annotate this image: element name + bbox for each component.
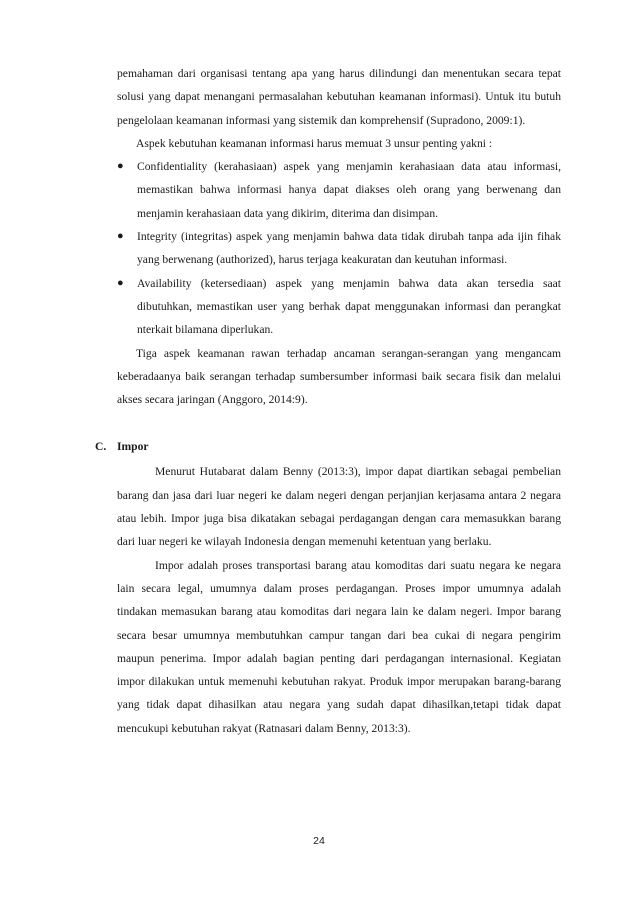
- list-item: [117, 155, 561, 225]
- section-paragraph-1: Menurut Hutabarat dalam Benny (2013:3), impor dapat diartikan sebagai pembelian barang dan jasa dari luar negeri ke dalam negeri dengan perjanjian kerjasama antara 2 negara atau lebih. Impor juga bisa dikatakan sebagai perdagangan dengan cara memasukkan barang dari luar negeri ke wilayah Indonesia dengan memenuhi ketentuan yang berlaku.: [117, 465, 561, 549]
- list-item-text: Confidentiality (kerahasiaan) aspek yang menjamin kerahasiaan data atau informasi, memastikan bahwa informasi hanya dapat diakses oleh orang yang berwenang dan menjamin kerahasiaan data yang dikirim, diterima dan disimpan.: [137, 160, 561, 220]
- section-letter: C.: [95, 440, 107, 454]
- page-number: 24: [313, 835, 325, 847]
- list-item-text: Availability (ketersediaan) aspek yang menjamin bahwa data akan tersedia saat dibutuhkan, memastikan user yang berhak dapat menggunakan informasi dan perangkat nterkait bilamana diperlukan.: [137, 276, 561, 337]
- list-item: [117, 225, 561, 272]
- page-content: [95, 62, 561, 740]
- list-item: [117, 272, 561, 342]
- intro-paragraph-2: Aspek kebutuhan keamanan informasi harus memuat 3 unsur penting yakni :: [136, 136, 493, 150]
- bullet-icon: ●: [117, 230, 124, 243]
- intro-paragraph-3: Tiga aspek keamanan rawan terhadap ancaman serangan-serangan yang mengancam keberadaanya baik serangan terhadap sumbersumber informasi baik secara fisik dan melalui akses secara jaringan (Anggoro, 2014:9).: [117, 346, 561, 407]
- security-aspects-list: [117, 155, 561, 341]
- intro-paragraph-1: pemahaman dari organisasi tentang apa yang harus dilindungi dan menentukan secara tepat solusi yang dapat menangani permasalahan kebutuhan keamanan informasi). Untuk itu butuh pengelolaan keamanan informasi yang sistemik dan komprehensif (Supradono, 2009:1).: [117, 67, 561, 127]
- bullet-icon: ●: [117, 276, 124, 289]
- bullet-icon: ●: [117, 160, 124, 173]
- list-item-text: Integrity (integritas) aspek yang menjamin bahwa data tidak dirubah tanpa ada ijin fihak yang berwenang (authorized), harus terjaga keakuratan dan keutuhan informasi.: [137, 230, 561, 267]
- section-title: Impor: [117, 440, 149, 454]
- section-heading: [95, 435, 561, 458]
- section-paragraph-2: Impor adalah proses transportasi barang atau komoditas dari suatu negara ke negara lain secara legal, umumnya dalam proses perdagangan. Proses impor umumnya adalah tindakan memasukan barang atau komoditas dari negara lain ke dalam negeri. Impor barang secara besar umumnya membutuhkan campur tangan dari bea cukai di negara pengirim maupun penerima. Impor adalah bagian penting dari perdagangan internasional. Kegiatan impor dilakukan untuk memenuhi kebutuhan rakyat. Produk impor merupakan barang-barang yang tidak dapat dihasilkan atau negara yang sudah dapat dihasilkan,tetapi tidak dapat mencukupi kebutuhan rakyat (Ratnasari dalam Benny, 2013:3).: [117, 558, 561, 735]
